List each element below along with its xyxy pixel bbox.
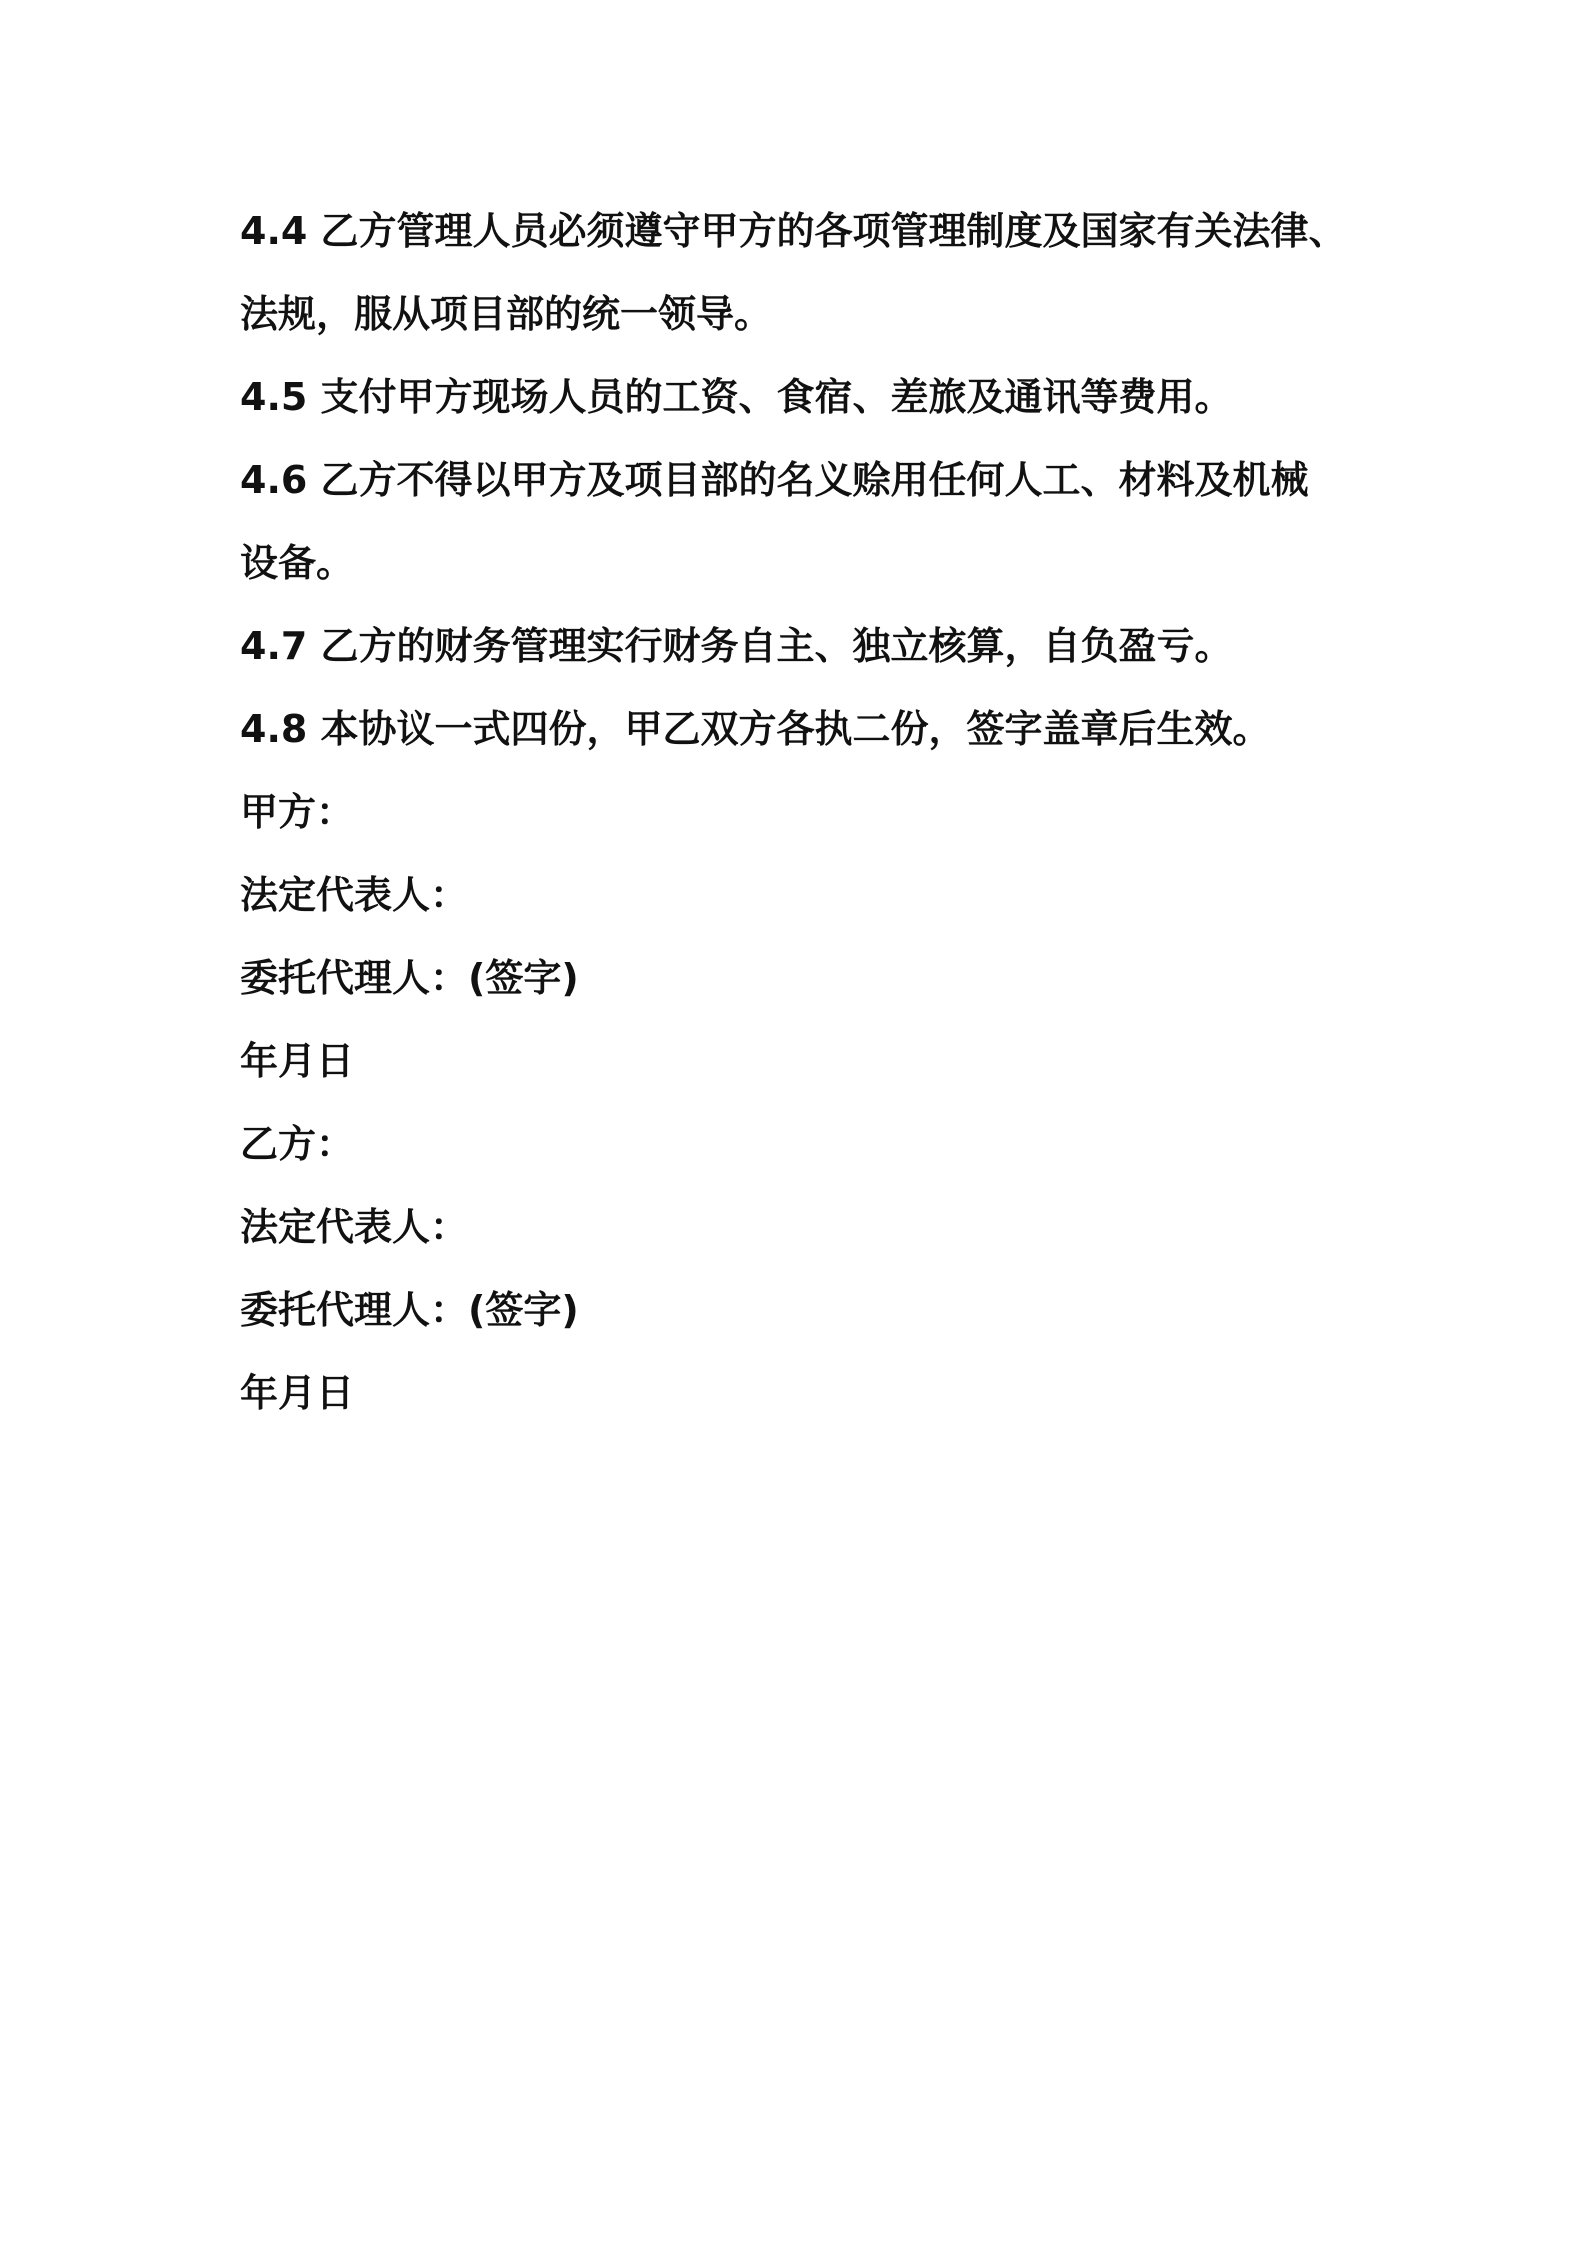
clause-4-6-line-1: 4.6 乙方不得以甲方及项目部的名义赊用任何人工、材料及机械 <box>240 458 1309 502</box>
party-a-label: 甲方： <box>240 790 355 834</box>
clause-4-5: 4.5 支付甲方现场人员的工资、食宿、差旅及通讯等费用。 <box>240 375 1233 419</box>
party-b-legal-representative: 法定代表人： <box>240 1205 469 1249</box>
party-b-date: 年月日 <box>240 1371 355 1415</box>
clause-4-4-line-2: 法规，服从项目部的统一领导。 <box>240 292 773 336</box>
clause-4-7: 4.7 乙方的财务管理实行财务自主、独立核算，自负盈亏。 <box>240 624 1233 668</box>
clause-4-6-line-2: 设备。 <box>240 541 355 585</box>
party-a-authorized-agent: 委托代理人：(签字) <box>240 956 579 1000</box>
clause-4-4-line-1: 4.4 乙方管理人员必须遵守甲方的各项管理制度及国家有关法律、 <box>240 209 1347 253</box>
party-a-date: 年月日 <box>240 1039 355 1083</box>
document-body <box>240 190 1400 1435</box>
clause-4-8: 4.8 本协议一式四份，甲乙双方各执二份，签字盖章后生效。 <box>240 707 1271 751</box>
party-b-label: 乙方： <box>240 1122 355 1166</box>
party-a-legal-representative: 法定代表人： <box>240 873 469 917</box>
party-b-authorized-agent: 委托代理人：(签字) <box>240 1288 579 1332</box>
